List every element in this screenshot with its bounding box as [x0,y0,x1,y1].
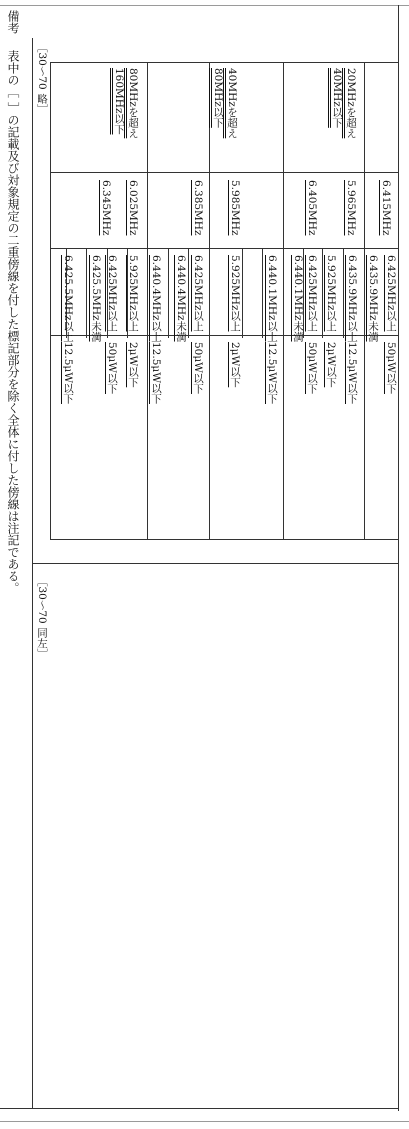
frame-right [398,5,399,1111]
cell-range: 6.425MHz以上 [385,255,397,332]
cell-limit: 2μW以下 [325,342,337,388]
cell-range: 6.440.1MHz未満 [292,255,304,342]
band-sep-3 [209,62,210,540]
band-label-2: 80MHz以下 [212,68,224,128]
cell-range: 6.425MHz以上 [306,255,318,332]
row-sep [343,248,344,338]
cell-limit: 50μW以下 [306,342,318,394]
band-label: 20MHzを超え [345,68,357,139]
cell-range: 6.435.9MHz以上 [346,255,358,342]
cell-range: 6.425MHz以上 [192,255,204,332]
band-label-2: 160MHz以下 [113,68,125,135]
cell-limit: 12.5μW以下 [346,342,358,404]
cell-limit: 12.5μW以下 [62,342,74,404]
cell-limit: 50μW以下 [106,342,118,394]
cell-freq: 6.405MHz [306,180,318,236]
band-sep-1 [364,62,365,540]
cell-range: 5.925MHz以上 [325,255,337,332]
bottom-rule [0,1121,409,1122]
band-sep-2 [283,62,284,540]
cell-limit: 2μW以下 [229,342,241,388]
cell-limit: 50μW以下 [192,342,204,394]
table-top [50,62,398,63]
band-sep-4 [147,62,148,540]
cell-range: 6.440.4MHz未満 [175,255,187,342]
band-label: 40MHzを超え [226,68,238,139]
row-sep [188,248,189,338]
row-sep [262,248,263,338]
cell-range: 6.425.5MHz以上 [62,255,74,342]
frame-bottom [0,1108,398,1109]
cell-range: 5.925MHz以上 [127,255,139,332]
row-sep [86,248,87,338]
frame-left [32,38,33,1108]
note-prefix: 備考 [6,10,20,34]
band-label-2: 40MHz以下 [331,68,343,128]
cell-range: 5.925MHz以上 [229,255,241,332]
left-header: ［30～70 略］ [36,42,48,115]
cell-limit: 12.5μW以下 [150,342,162,404]
row-sep [322,248,323,338]
row-sep [242,248,243,338]
note-text: 表中の［ ］の記載及び対象規定の二重傍線を付した標記部分を除く全体に付した傍線は注記である。 [6,50,20,594]
cell-limit: 2μW以下 [127,342,139,388]
col-divider-band [50,172,398,173]
cell-limit: 50μW以下 [385,342,397,394]
cell-range: 6.425.5MHz未満 [90,255,102,342]
top-rule [0,5,409,6]
cell-range: 6.440.1MHz以上 [266,255,278,342]
cell-freq: 6.415MHz [380,180,392,236]
cell-freq: 5.985MHz [229,180,241,236]
cell-freq: 6.385MHz [192,180,204,236]
table-left [50,62,51,540]
cell-range: 6.425MHz以上 [106,255,118,332]
frame-middle [32,563,398,564]
row-sep [168,248,169,338]
cell-freq: 6.345MHz [100,180,112,236]
band-label: 80MHzを超え [127,68,139,139]
col-divider-freq [50,248,398,249]
cell-range: 6.435.9MHz未満 [367,255,379,342]
table-bottom [50,539,398,540]
cell-range: 6.440.4MHz以上 [150,255,162,342]
cell-freq: 6.025MHz [127,180,139,236]
right-header: ［30～70 同左］ [36,576,48,659]
cell-limit: 12.5μW以下 [266,342,278,404]
cell-freq: 5.965MHz [345,180,357,236]
